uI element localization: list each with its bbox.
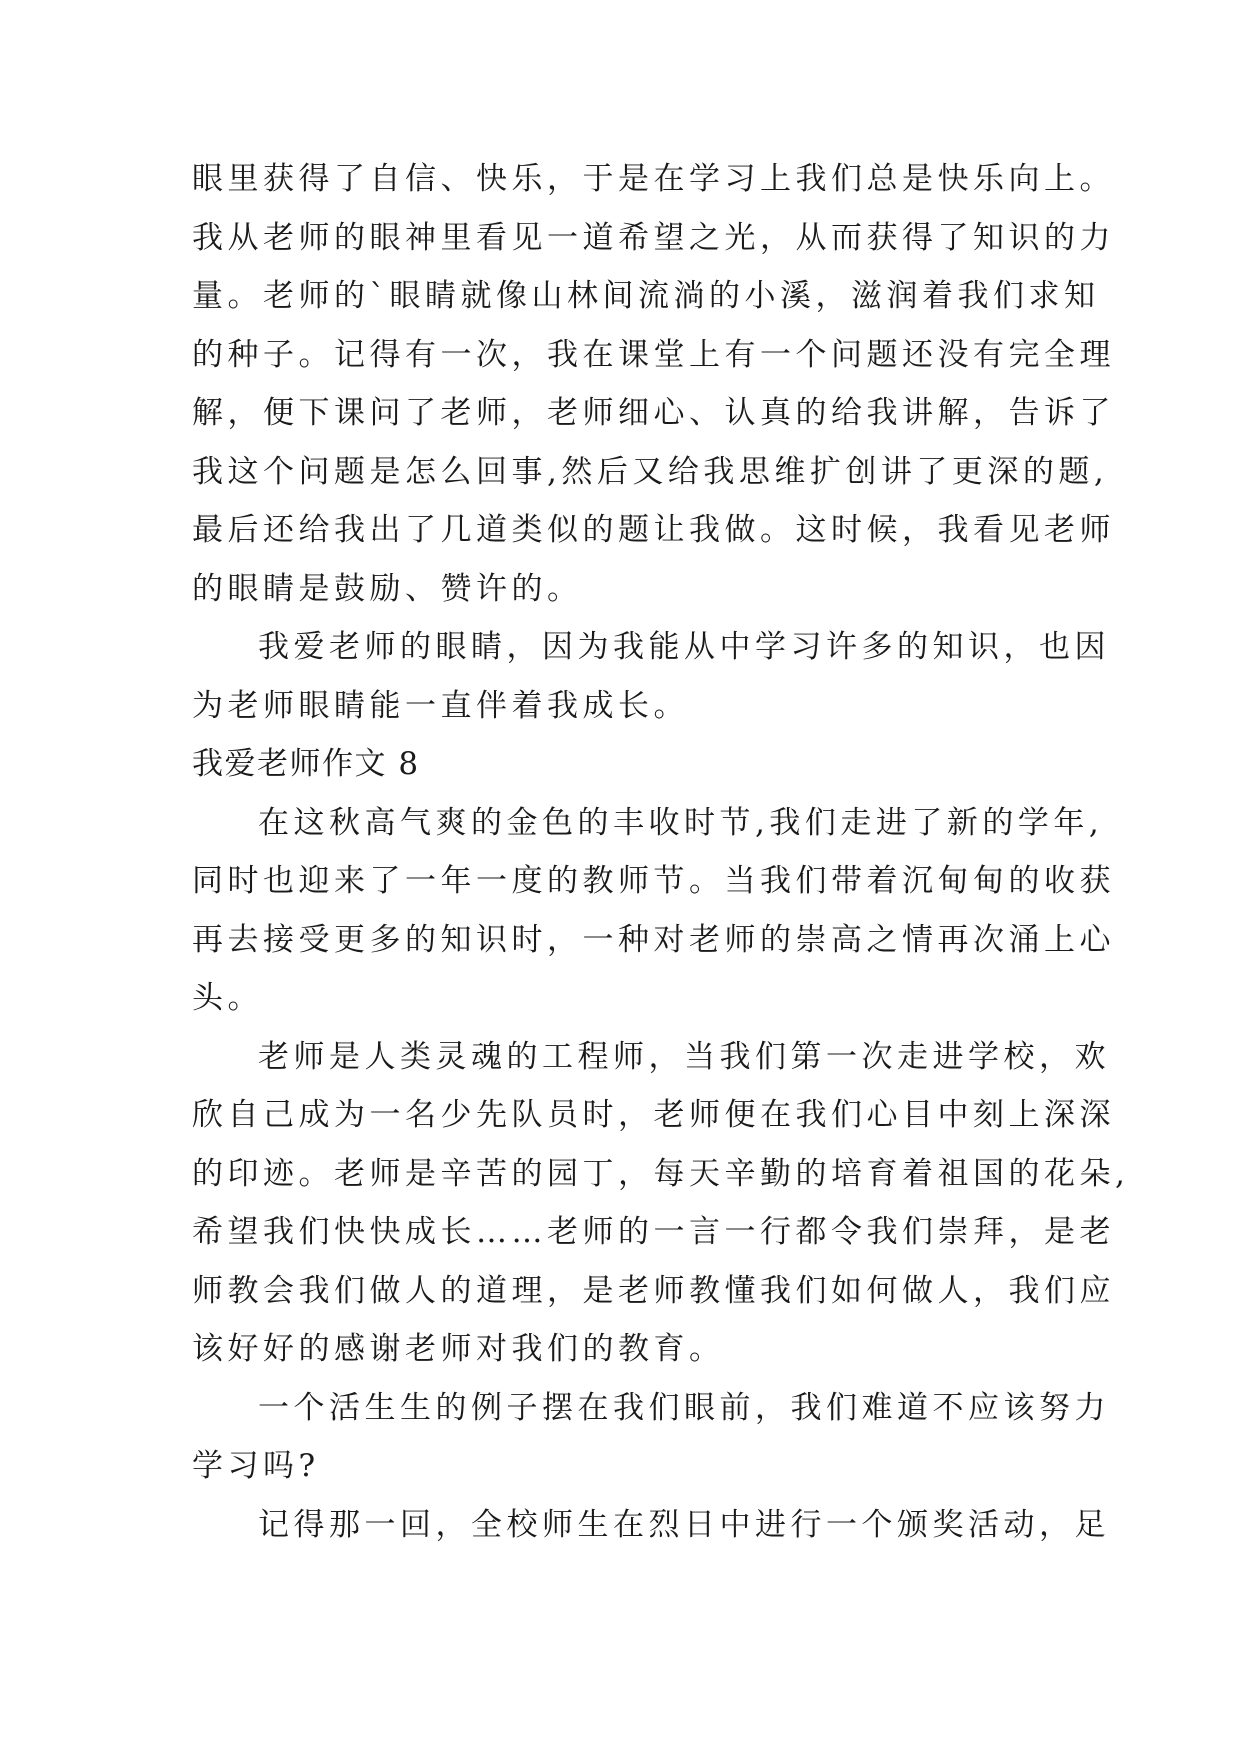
- paragraph-start: 老师是人类灵魂的工程师，当我们第一次走进学校，欢: [258, 1038, 1110, 1075]
- text-line: 眼里获得了自信、快乐，于是在学习上我们总是快乐向上。: [192, 161, 1115, 197]
- text-line: 最后还给我出了几道类似的题让我做。这时候，我看见老师: [192, 512, 1115, 548]
- text-line: 量。老师的`眼睛就像山林间流淌的小溪，滋润着我们求知: [192, 278, 1100, 314]
- paragraph-start: 记得那一回，全校师生在烈日中进行一个颁奖活动，足: [258, 1506, 1110, 1543]
- paragraph-start: 我爱老师的眼睛，因为我能从中学习许多的知识，也因: [258, 629, 1110, 665]
- paragraph-start: 一个活生生的例子摆在我们眼前，我们难道不应该努力: [258, 1389, 1110, 1426]
- essay-body: [192, 150, 1130, 1554]
- text-line: 的眼睛是鼓励、赞许的。: [192, 570, 583, 607]
- text-line: 欣自己成为一名少先队员时，老师便在我们心目中刻上深深: [192, 1097, 1115, 1133]
- text-line: 头。: [192, 980, 263, 1016]
- paragraph-start: 在这秋高气爽的金色的丰收时节,我们走进了新的学年,: [258, 804, 1104, 841]
- text-line: 师教会我们做人的道理，是老师教懂我们如何做人，我们应: [192, 1272, 1115, 1309]
- text-line: 我这个问题是怎么回事,然后又给我思维扩创讲了更深的题,: [192, 453, 1109, 490]
- text-line: 的种子。记得有一次，我在课堂上有一个问题还没有完全理: [192, 336, 1115, 373]
- text-line: 为老师眼睛能一直伴着我成长。: [192, 687, 689, 724]
- text-line: 同时也迎来了一年一度的教师节。当我们带着沉甸甸的收获: [192, 863, 1115, 899]
- text-line: 学习吗?: [192, 1448, 320, 1484]
- section-heading: 我爱老师作文 8: [192, 746, 420, 782]
- text-line: 我从老师的眼神里看见一道希望之光，从而获得了知识的力: [192, 219, 1115, 256]
- text-line: 的印迹。老师是辛苦的园丁，每天辛勤的培育着祖国的花朵,: [192, 1155, 1130, 1192]
- text-line: 再去接受更多的知识时，一种对老师的崇高之情再次涌上心: [192, 921, 1115, 958]
- text-line: 该好好的感谢老师对我们的教育。: [192, 1331, 725, 1367]
- text-line: 希望我们快快成长……老师的一言一行都令我们崇拜，是老: [192, 1214, 1115, 1250]
- text-line: 解，便下课问了老师，老师细心、认真的给我讲解，告诉了: [192, 395, 1115, 431]
